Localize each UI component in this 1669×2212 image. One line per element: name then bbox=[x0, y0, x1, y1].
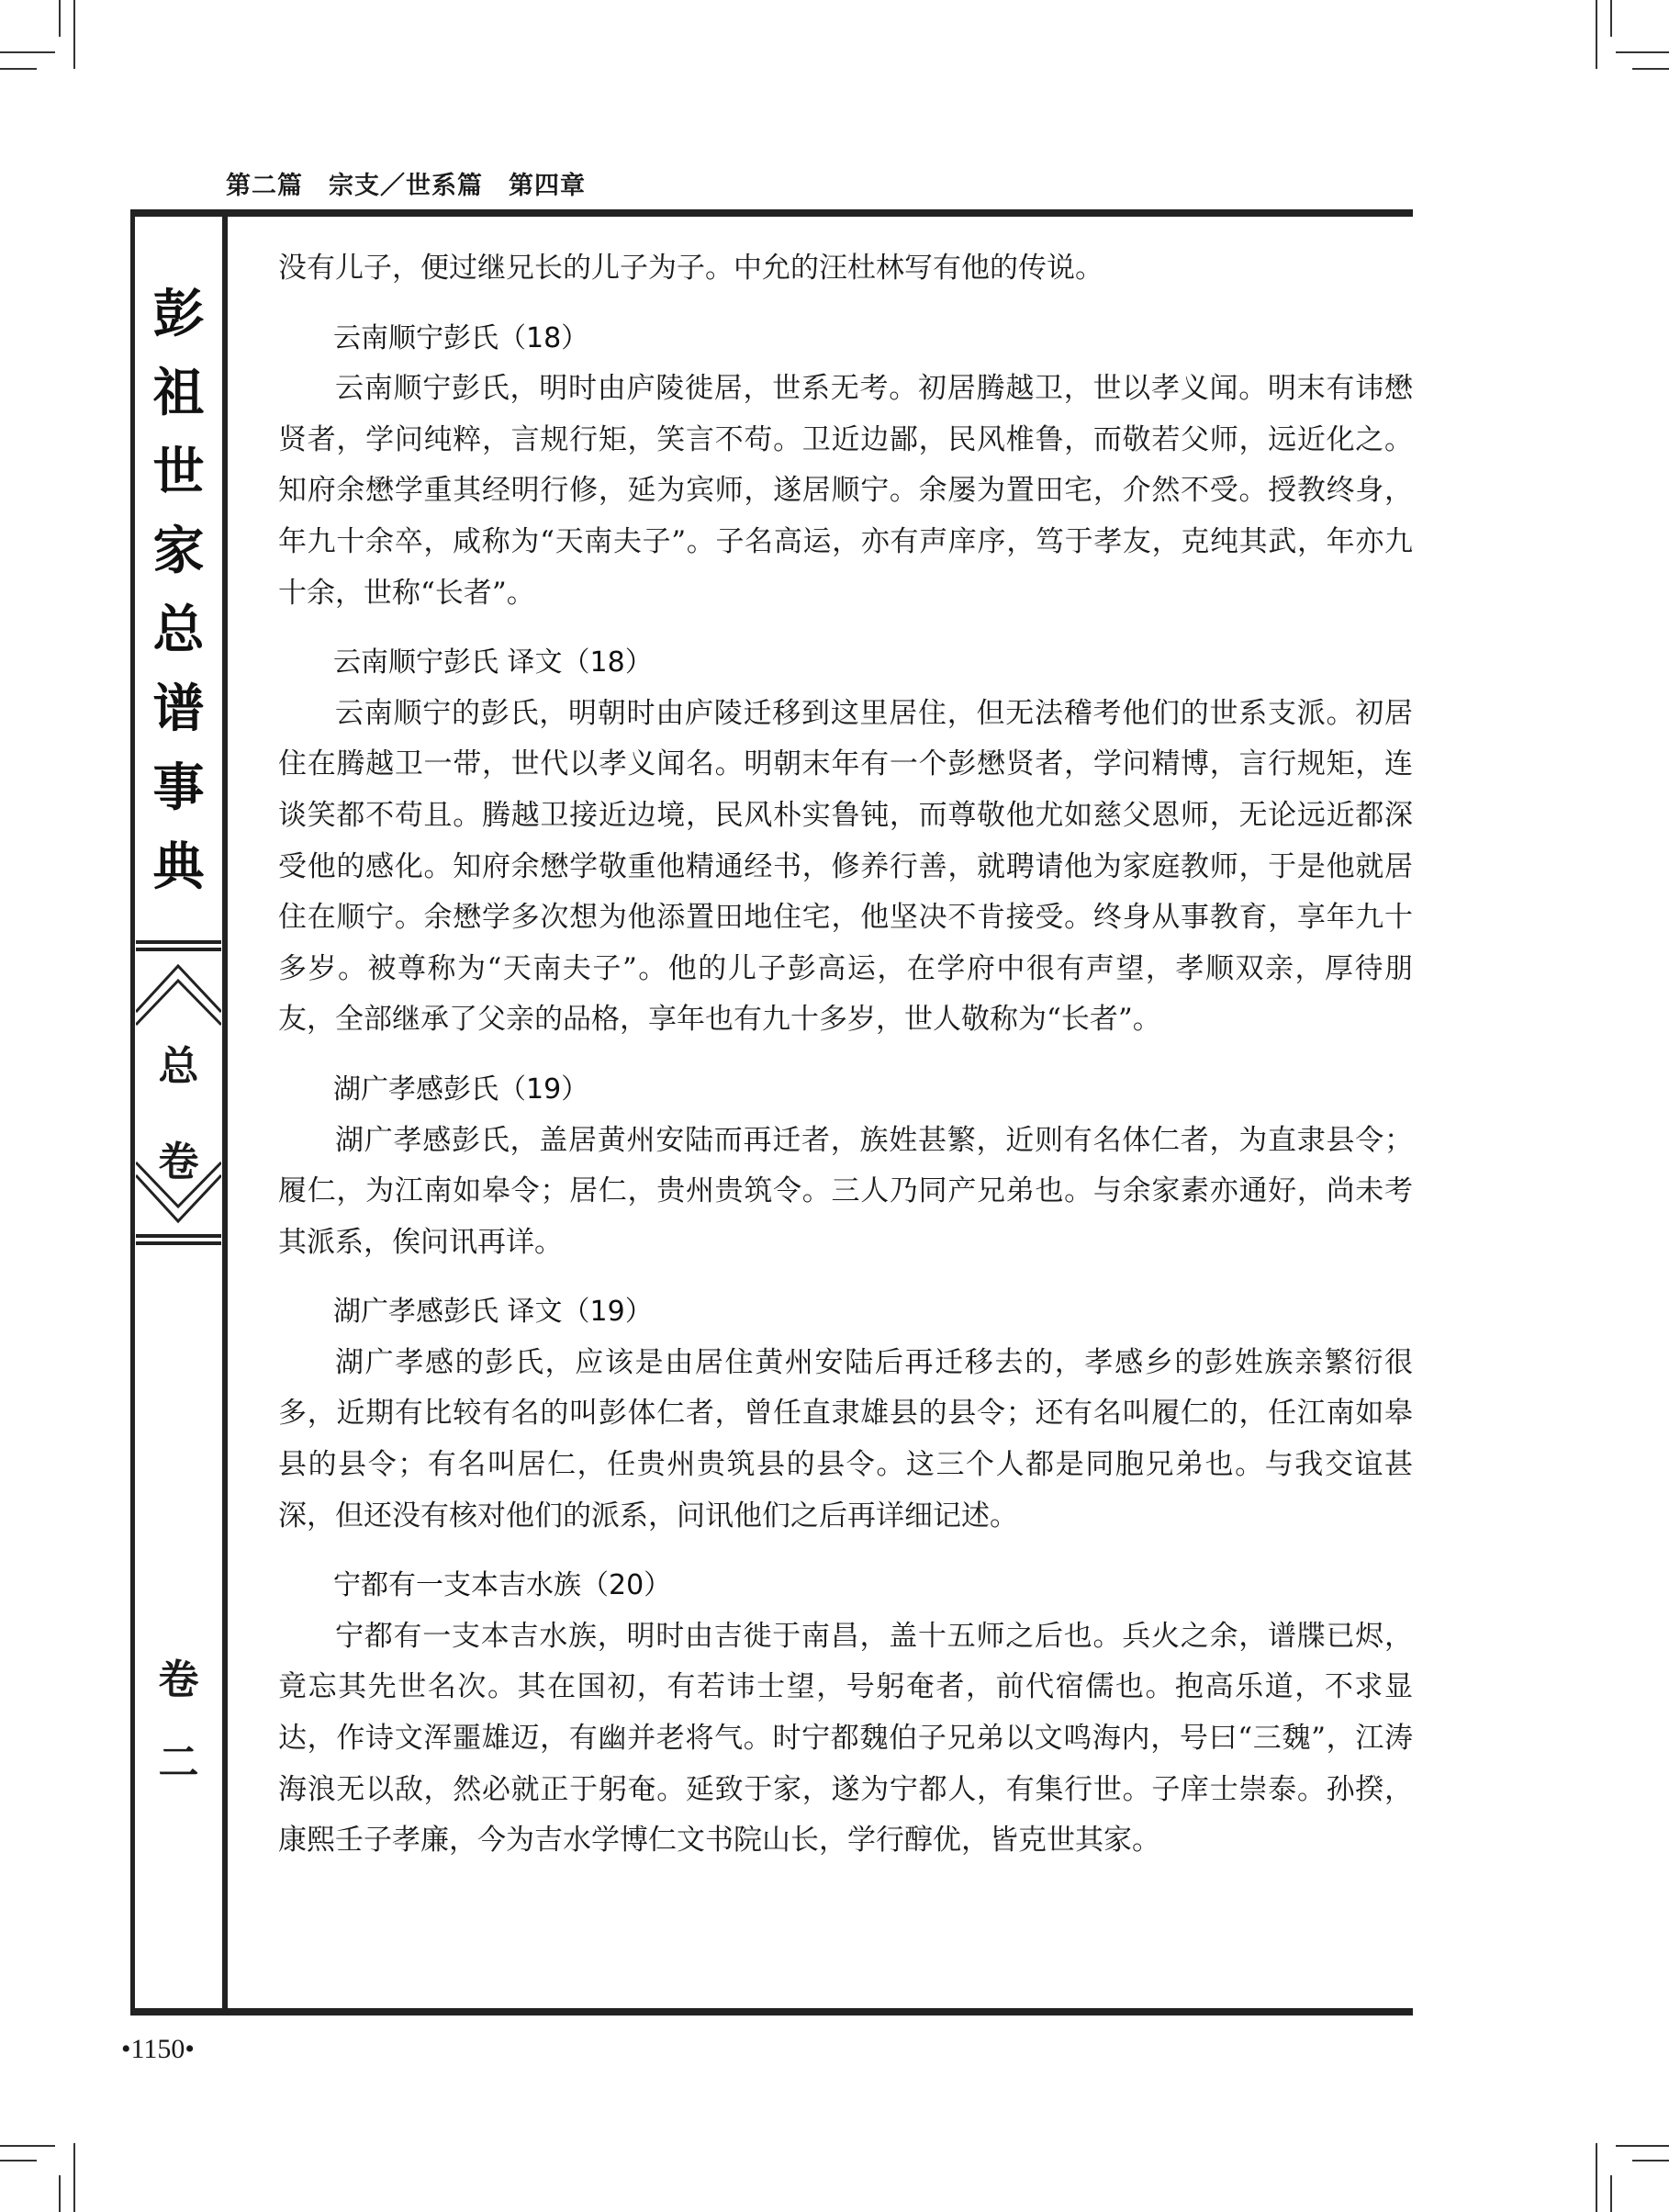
crop-mark bbox=[1596, 0, 1597, 69]
section-body: 湖广孝感彭氏，盖居黄州安陆而再迁者，族姓甚繁，近则有名体仁者，为直隶县令；履仁，为江南如皋令；居仁，贵州贵筑令。三人乃同产兄弟也。与余家素亦通好，尚未考其派系，俟问讯再详。 bbox=[278, 1123, 1413, 1259]
title-char: 彭 bbox=[152, 285, 205, 344]
sidebar-separator bbox=[136, 1234, 221, 1238]
title-char: 家 bbox=[152, 522, 205, 581]
crop-mark bbox=[1632, 68, 1669, 70]
chapter-volume-label bbox=[136, 1639, 221, 1804]
crop-mark bbox=[0, 2160, 37, 2161]
crop-mark bbox=[1596, 2143, 1597, 2212]
volume-label bbox=[136, 1019, 221, 1210]
sidebar-separator bbox=[136, 940, 221, 944]
title-char: 世 bbox=[152, 443, 205, 502]
crop-mark bbox=[1616, 2145, 1669, 2147]
bottom-rule bbox=[130, 2008, 1413, 2016]
running-header: 第二篇 宗支／世系篇 第四章 bbox=[226, 172, 586, 200]
section-heading: 云南顺宁彭氏（18） bbox=[333, 321, 589, 354]
sidebar-separator bbox=[136, 948, 221, 951]
volume-char: 卷 bbox=[158, 1139, 199, 1185]
crop-mark bbox=[1616, 51, 1669, 53]
section-body: 宁都有一支本吉水族，明时由吉徙于南昌，盖十五师之后也。兵火之余，谱牒已烬，竟忘其先世名次。其在国初，有若讳士望，号躬奄者，前代宿儒也。抱高乐道，不求显达，作诗文浑噩雄迈，有幽并老将气。时宁都魏伯子兄弟以文鸣海内，号曰“三魏”，江涛海浪无以敌，然必就正于躬奄。延致于家，遂为宁都人，有集行世。子庠士崇泰。孙揆，康熙壬子孝廉，今为吉水学博仁文书院山长，学行醇优，皆克世其家。 bbox=[278, 1619, 1413, 1858]
crop-mark bbox=[1632, 2160, 1669, 2161]
crop-mark bbox=[59, 0, 61, 37]
title-char: 典 bbox=[152, 837, 205, 897]
crop-mark bbox=[1610, 2175, 1612, 2212]
sidebar-separator bbox=[136, 1241, 221, 1245]
juan-char: 卷 bbox=[158, 1656, 199, 1703]
section-body: 湖广孝感的彭氏，应该是由居住黄州安陆后再迁移去的，孝感乡的彭姓族亲繁衍很多，近期有比较有名的叫彭体仁者，曾任直隶雄县的县令；还有名叫履仁的，任江南如皋县的县令；有名叫居仁，任贵州贵筑县的县令。这三个人都是同胞兄弟也。与我交谊甚深，但还没有核对他们的派系，问讯他们之后再详细记述。 bbox=[278, 1345, 1413, 1533]
section-heading: 湖广孝感彭氏 译文（19） bbox=[333, 1296, 653, 1329]
section-body: 云南顺宁的彭氏，明朝时由庐陵迁移到这里居住，但无法稽考他们的世系支派。初居住在腾越卫一带，世代以孝义闻名。明朝末年有一个彭懋贤者，学问精博，言行规矩，连谈笑都不苟且。腾越卫接近边境，民风朴实鲁钝，而尊敬他尤如慈父恩师，无论远近都深受他的感化。知府余懋学敬重他精通经书，修养行善，就聘请他为家庭教师，于是他就居住在顺宁。余懋学多次想为他添置田地住宅，他坚决不肯接受。终身从事教育，享年九十多岁。被尊称为“天南夫子”。他的儿子彭高运，在学府中很有声望，孝顺双亲，厚待朋友，全部继承了父亲的品格，享年也有九十多岁，世人敬称为“长者”。 bbox=[278, 696, 1413, 1037]
intro-paragraph: 没有儿子，便过继兄长的儿子为子。中允的汪杜林写有他的传说。 bbox=[278, 252, 1103, 285]
title-char: 事 bbox=[152, 758, 205, 818]
crop-mark bbox=[73, 0, 75, 69]
sidebar-inner-border bbox=[222, 209, 228, 2015]
page-number: •1150• bbox=[121, 2034, 195, 2064]
crop-mark bbox=[73, 2143, 75, 2212]
crop-mark bbox=[0, 2145, 55, 2147]
crop-mark bbox=[0, 68, 37, 70]
section-heading: 云南顺宁彭氏 译文（18） bbox=[333, 646, 653, 679]
crop-mark bbox=[0, 51, 55, 53]
section-body: 云南顺宁彭氏，明时由庐陵徙居，世系无考。初居腾越卫，世以孝义闻。明末有讳懋贤者，学问纯粹，言规行矩，笑言不苟。卫近边鄙，民风椎鲁，而敬若父师，远近化之。知府余懋学重其经明行修，延为宾师，遂居顺宁。余屡为置田宅，介然不受。授教终身，年九十余卒，咸称为“天南夫子”。子名高运，亦有声庠序，笃于孝友，克纯其武，年亦九十余，世称“长者”。 bbox=[278, 372, 1413, 610]
title-char: 总 bbox=[152, 601, 205, 660]
crop-mark bbox=[1610, 0, 1612, 37]
title-char: 谱 bbox=[152, 679, 205, 739]
volume-char: 总 bbox=[158, 1043, 199, 1090]
title-char: 祖 bbox=[152, 364, 205, 423]
crop-mark bbox=[59, 2175, 61, 2212]
juan-char: 二 bbox=[158, 1739, 199, 1786]
section-heading: 湖广孝感彭氏（19） bbox=[333, 1072, 589, 1106]
main-text bbox=[278, 243, 1413, 1867]
top-rule bbox=[130, 209, 1413, 217]
sidebar-outer-border bbox=[130, 209, 135, 2015]
section-heading: 宁都有一支本吉水族（20） bbox=[333, 1569, 672, 1602]
book-title bbox=[136, 275, 221, 907]
